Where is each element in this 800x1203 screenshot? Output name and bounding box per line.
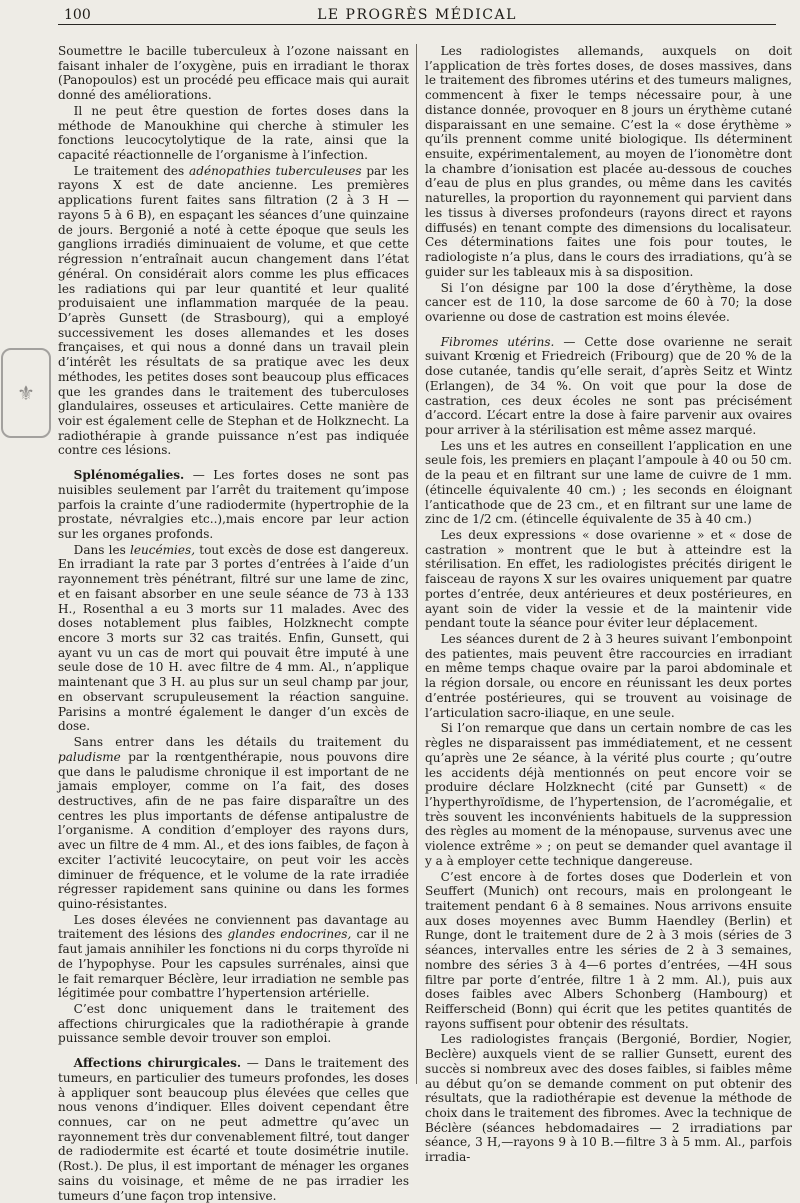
- section-heading: Splénomégalies.: [73, 468, 185, 483]
- page-number: 100: [64, 7, 91, 23]
- section-heading: Affections chirurgicales.: [73, 1056, 242, 1071]
- paragraph: Les radiologistes français (Bergonié, Bordier, Nogier, Beclère) auxquels vient de se rallier Gunsett, eurent des succès si nombreux avec des doses faibles, si faibles même au début qu’on se demande comment on put obtenir des résultats, que la radiothérapie est devenue la méthode de choix dans le traitement des fibromes. Avec la technique de Béclère (séances hebdomadaires — 2 irradiations par séance, 3 H,—rayons 9 à 10 B.—filtre 3 à 5 mm. Al., parfois irradia-: [425, 1032, 792, 1165]
- paragraph: C’est donc uniquement dans le traitement des affections chirurgicales que la radiothérapie à grande puissance semble devoir trouver son emploi.: [58, 1002, 409, 1046]
- italic-term: adénopathies tuberculeuses: [189, 163, 362, 178]
- paragraph: Dans les leucémies, tout excès de dose est dangereux. En irradiant la rate par 3 portes d’entrées à l’aide d’un rayonnement très pénétrant, filtré sur une lame de zinc, et en faisant absorber en une seule séance de 73 à 133 H., Rosenthal a eu 3 morts sur 11 malades. Avec des doses notablement plus faibles, Holzknecht compte encore 3 morts sur 32 cas traités. Enfin, Gunsett, qui ayant vu un cas de mort qui pouvait être imputé à une seule dose de 10 H. avec filtre de 4 mm. Al., n’applique maintenant que 3 H. au plus sur un seul champ par jour, en observant scrupuleusement la réaction sanguine. Parisins a montré également le danger d’un excès de dose.: [58, 542, 409, 734]
- left-column: [58, 44, 409, 1203]
- italic-term: paludisme: [58, 749, 121, 764]
- italic-term: glandes endocrines,: [227, 927, 352, 942]
- section-paragraph: Splénomégalies. — Les fortes doses ne sont pas nuisibles seulement par l’arrêt du traitement qu’impose parfois la crainte d’une radiodermite (hypertrophie de la prostate, névralgies etc..),mais encore par leur action sur les organes profonds.: [58, 468, 409, 541]
- section-paragraph: Fibromes utérins. — Cette dose ovarienne ne serait suivant Krœnig et Friedreich (Fribourg) que de 20 % de la dose cutanée, tandis qu’elle serait, d’après Seitz et Wintz (Erlangen), de 34 %. On voit que pour la dose de castration, ces deux écoles ne sont pas précisément d’accord. L’écart entre la dose à faire parvenir aux ovaires pour arriver à la stérilisation est même assez marqué.: [425, 334, 792, 437]
- paragraph: Si l’on désigne par 100 la dose d’érythème, la dose cancer est de 110, la dose sarcome de 60 à 70; la dose ovarienne ou dose de castration est moins élevée.: [425, 280, 792, 324]
- running-title: LE PROGRÈS MÉDICAL: [317, 7, 517, 23]
- page-header: [58, 4, 776, 25]
- paragraph: C’est encore à de fortes doses que Doderlein et von Seuffert (Munich) ont recours, mais en prolongeant le traitement pendant 6 à 8 semaines. Nous arrivons ensuite aux doses moyennes avec Bumm Haendley (Berlin) et Runge, dont le traitement dure de 2 à 3 mois (séries de 3 séances, intervalles entre les séries de 2 à 3 semaines, nombre des séries 3 à 4—6 portes d’entrées, —4H sous filtre par porte d’entrée, filtre 1 à 2 mm. Al.), puis aux doses faibles avec Albers Schonberg (Hambourg) et Reifferscheid (Bonn) qui écrit que les petites quantités de rayons suffisent pour obtenir des résultats.: [425, 869, 792, 1031]
- section-paragraph: Affections chirurgicales. — Dans le traitement des tumeurs, en particulier des tumeurs profondes, les doses à appliquer sont beaucoup plus élevées que celles que nous venons d’indiquer. Elles doivent cependant être connues, car on ne peut admettre qu’avec un rayonnement très dur convenablement filtré, tout danger de radiodermite est écarté et toute dosimétrie inutile. (Rost.). De plus, il est important de ménager les organes sains du voisinage, et même de ne pas irradier les tumeurs d’une façon trop intensive.: [58, 1056, 409, 1203]
- paragraph: Soumettre le bacille tuberculeux à l’ozone naissant en faisant inhaler de l’oxygène, puis en irradiant le thorax (Panopoulos) est un procédé peu efficace mais qui aurait donné des améliorations.: [58, 44, 409, 103]
- paragraph: Les doses élevées ne conviennent pas davantage au traitement des lésions des glandes endocrines, car il ne faut jamais annihiler les fonctions ni du corps thyroïde ni de l’hypophyse. Pour les capsules surrénales, ainsi que le fait remarquer Béclère, leur irradiation ne semble pas légitimée pour combattre l’hypertension artérielle.: [58, 912, 409, 1001]
- paragraph: Sans entrer dans les détails du traitement du paludisme par la rœntgenthérapie, nous pouvons dire que dans le paludisme chronique il est important de ne jamais employer, comme on l’a fait, des doses destructives, afin de ne pas faire disparaître un des centres les plus importants de défense antipalustre de l’organisme. A condition d’employer des rayons durs, avec un filtre de 4 mm. Al., et des ions faibles, de façon à exciter l’activité leucocytaire, on peut voir les accès diminuer de fréquence, et le volume de la rate irradiée régresser rapidement sans quinine ou dans les formes quino-résistantes.: [58, 735, 409, 911]
- paragraph: Les séances durent de 2 à 3 heures suivant l’embonpoint des patientes, mais peuvent être raccourcies en irradiant en même temps chaque ovaire par la paroi abdominale et la région dorsale, ou encore en réunissant les deux portes d’entrée postérieures, qui se trouvent au voisinage de l’articulation sacro-iliaque, en une seule.: [425, 632, 792, 720]
- paragraph: Les deux expressions « dose ovarienne » et « dose de castration » montrent que le but à atteindre est la stérilisation. En effet, les radiologistes précités dirigent le faisceau de rayons X sur les ovaires uniquement par quatre portes d’entrée, deux antérieures et deux postérieures, en ayant soin de vider la vessie et de la maintenir vide pendant toute la séance pour éviter leur déplacement.: [425, 528, 792, 631]
- paragraph: Les radiologistes allemands, auxquels on doit l’application de très fortes doses, de doses massives, dans le traitement des fibromes utérins et des tumeurs malignes, commencent à fixer le temps nécessaire pour, à une distance donnée, provoquer en 8 jours un érythème cutané disparaissant en une semaine. C’est la « dose érythème » qu’ils prennent comme unité biologique. Ils déterminent ensuite, expérimentalement, au moyen de l’ionomètre dont la chambre d’ionisation est placée au-dessous de couches d’eau de plus en plus grandes, ou même dans les cavités naturelles, la proportion du rayonnement qui parvient dans les tissus à diverses profondeurs (rayons direct et rayons diffusés) en tenant compte des dimensions du localisateur. Ces déterminations faites une fois pour toutes, le radiologiste n’a plus, dans le cours des irradiations, qu’à se guider sur les tableaux mis à sa disposition.: [425, 44, 792, 279]
- paragraph: Les uns et les autres en conseillent l’application en une seule fois, les premiers en plaçant l’ampoule à 40 ou 50 cm. de la peau et en filtrant sur une lame de cuivre de 1 mm. (étincelle équivalente 40 cm.) ; les seconds en éloignant l’anticathode que de 23 cm., et en filtrant sur une lame de zinc de 1/2 cm. (étincelle équivalente de 35 à 40 cm.): [425, 438, 792, 527]
- italic-term: leucémies,: [130, 542, 196, 557]
- paragraph: Il ne peut être question de fortes doses dans la méthode de Manoukhine qui cherche à stimuler les fonctions leucocytolytique de la rate, ainsi que la capacité réactionnelle de l’organisme à l’infection.: [58, 103, 409, 163]
- library-stamp: [0, 336, 52, 486]
- paragraph: Si l’on remarque que dans un certain nombre de cas les règles ne disparaissent pas immédiatement, et ne cessent qu’après une 2e séance, à la vérité plus courte ; qu’outre les accidents déjà mentionnés on peut encore voir se produire déclare Holzknecht (cité par Gunsett) « de l’hyperthyroïdisme, de l’hypertension, de l’acromégalie, et très souvent les inconvénients habituels de la suppression des règles au moment de la ménopause, survenus avec une violence extrême » ; on peut se demander quel avantage il y a à employer cette technique dangereuse.: [425, 721, 792, 868]
- italic-heading: Fibromes utérins.: [440, 334, 555, 349]
- right-column: [425, 44, 792, 1165]
- stamp-seal-icon: ⚜: [1, 348, 51, 438]
- column-divider: [416, 44, 417, 1084]
- paragraph: Le traitement des adénopathies tuberculeuses par les rayons X est de date ancienne. Les premières applications furent faites sans filtration (2 à 3 H — rayons 5 à 6 B), en espaçant les séances d’une quinzaine de jours. Bergonié a noté à cette époque que seuls les ganglions irradiés diminuaient de volume, et que cette régression n’entraînait aucun changement dans l’état général. On considérait alors comme les plus efficaces les radiations qui par leur quantité et leur qualité produisaient une inflammation marquée de la peau. D’après Gunsett (de Strasbourg), qui a employé successivement les doses allemandes et les doses françaises, et qui nous a donné dans un travail plein d’intérêt les résultats de sa pratique avec les deux méthodes, les petites doses sont beaucoup plus efficaces que les grandes dans le traitement des tuberculoses glandulaires, osseuses et articulaires. Cette manière de voir est également celle de Stephan et de Holkznecht. La radiothérapie à grande puissance n’est pas indiquée contre ces lésions.: [58, 163, 409, 458]
